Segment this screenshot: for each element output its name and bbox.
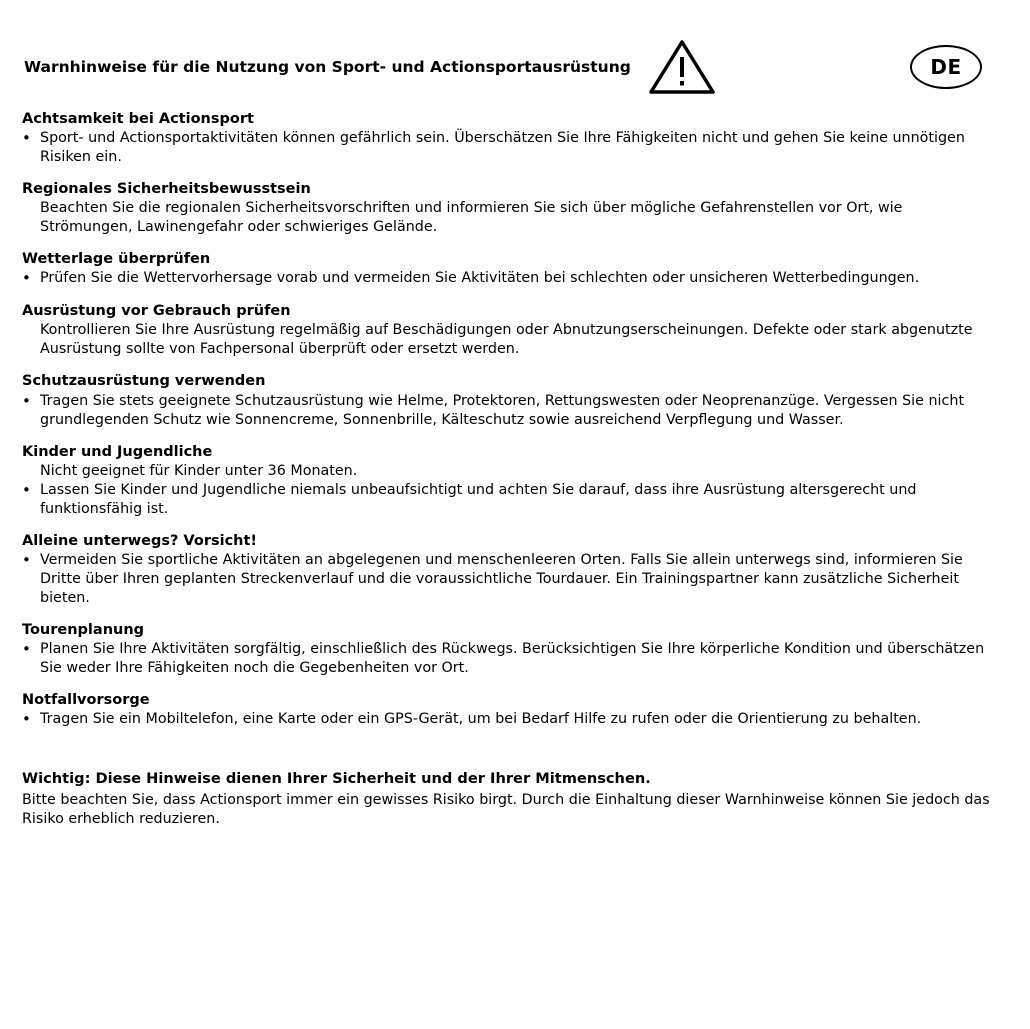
notice-item-text: Beachten Sie die regionalen Sicherheitsvorschriften und informieren Sie sich über mögliche Gefahrenstellen vor Ort, wie Strömungen, Lawinengefahr oder schwieriges Gelände. [40,200,903,236]
notice-item-text: Tragen Sie stets geeignete Schutzausrüstung wie Helme, Protektoren, Rettungswesten oder Neoprenanzüge. Vergessen Sie nicht grundlegenden Schutz wie Sonnencreme, Sonnenbrille, Kälteschutz sowie ausreichend Verpflegung und Wasser. [40,392,965,428]
section-title: Wetterlage überprüfen [22,251,211,268]
notice-item [22,321,996,359]
notice-item-text: Sport- und Actionsportaktivitäten können gefährlich sein. Überschätzen Sie Ihre Fähigkeiten nicht und gehen Sie keine unnötigen Risiken ein. [40,130,965,166]
notice-item-text: Lassen Sie Kinder und Jugendliche niemals unbeaufsichtigt und achten Sie darauf, dass ihre Ausrüstung altersgerecht und funktionsfähig ist. [40,481,917,517]
bullet-icon: • [22,269,31,288]
document-footer [22,770,996,829]
notice-item-text: Kontrollieren Sie Ihre Ausrüstung regelmäßig auf Beschädigungen oder Abnutzungserscheinungen. Defekte oder stark abgenutzte Ausrüstung sollte von Fachpersonal überprüft oder ersetzt werden. [40,322,973,358]
notice-item [22,710,996,730]
section-title: Kinder und Jugendliche [22,443,213,460]
notice-section [22,621,996,678]
notice-item [22,392,996,430]
footer-title: Wichtig: Diese Hinweise dienen Ihrer Sicherheit und der Ihrer Mitmenschen. [22,770,651,787]
warning-triangle-icon [649,39,715,95]
notice-item-text: Planen Sie Ihre Aktivitäten sorgfältig, einschließlich des Rückwegs. Berücksichtigen Sie Ihre körperliche Kondition und überschätzen Sie weder Ihre Fähigkeiten noch die Gegebenheiten vor Ort. [40,640,985,676]
section-title: Alleine unterwegs? Vorsicht! [22,532,258,549]
section-title: Regionales Sicherheitsbewusstsein [22,181,311,198]
section-title: Ausrüstung vor Gebrauch prüfen [22,303,291,320]
notice-item [22,462,996,481]
bullet-icon: • [22,129,31,148]
bullet-icon: • [22,550,31,569]
bullet-icon: • [22,480,31,499]
notice-section [22,532,996,608]
page-title: Warnhinweise für die Nutzung von Sport- und Actionsportausrüstung [24,57,631,76]
section-title: Achtsamkeit bei Actionsport [22,111,254,127]
section-title: Tourenplanung [22,621,145,638]
section-title: Notfallvorsorge [22,691,150,708]
notice-section [22,110,996,167]
bullet-icon: • [22,710,31,729]
notice-item-text: Nicht geeignet für Kinder unter 36 Monaten. [40,462,358,479]
language-badge: DE [910,45,982,89]
notice-item [22,129,996,167]
notice-item [22,199,996,237]
bullet-icon: • [22,639,31,658]
sections-container [22,110,996,730]
notice-section [22,180,996,237]
notice-item-text: Vermeiden Sie sportliche Aktivitäten an abgelegenen und menschenleeren Orten. Falls Sie allein unterwegs sind, informieren Sie Dritte über Ihren geplanten Streckenverlauf und die voraussichtliche Tourdauer. Ein Trainingspartner kann zusätzliche Sicherheit bieten. [40,551,963,606]
notice-section [22,302,996,359]
notice-section [22,372,996,429]
notice-item [22,269,996,289]
notice-section [22,443,996,519]
notice-item [22,551,996,608]
document-header [22,38,996,96]
notice-item-text: Tragen Sie ein Mobiltelefon, eine Karte oder ein GPS-Gerät, um bei Bedarf Hilfe zu rufen oder die Orientierung zu behalten. [40,711,922,728]
notice-section [22,250,996,289]
bullet-icon: • [22,391,31,410]
notice-item-text: Prüfen Sie die Wettervorhersage vorab und vermeiden Sie Aktivitäten bei schlechten oder unsicheren Wetterbedingungen. [40,270,920,287]
notice-section [22,691,996,730]
notice-item [22,640,996,678]
section-title: Schutzausrüstung verwenden [22,373,266,390]
notice-item [22,481,996,519]
footer-text: Bitte beachten Sie, dass Actionsport immer ein gewisses Risiko birgt. Durch die Einhaltung dieser Warnhinweise können Sie jedoch das Risiko erheblich reduzieren. [22,791,990,827]
